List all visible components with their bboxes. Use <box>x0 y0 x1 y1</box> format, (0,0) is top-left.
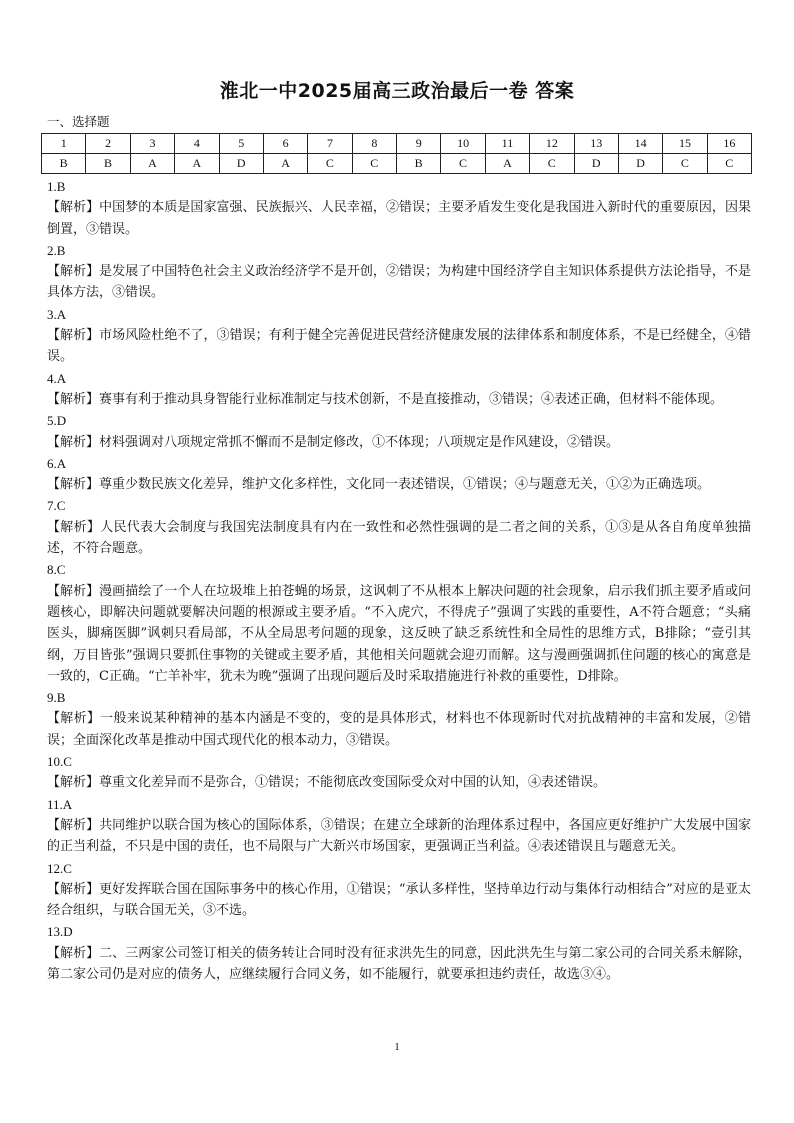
item-number-answer: 8.C <box>47 562 66 578</box>
question-number-cell: 9 <box>397 134 441 154</box>
answer-item <box>47 921 751 985</box>
answer-item <box>47 304 751 368</box>
item-number-answer: 11.A <box>47 796 73 812</box>
item-number-answer: 1.B <box>47 179 66 194</box>
answer-item <box>47 794 751 858</box>
answer-cell: C <box>707 154 751 174</box>
answer-item <box>47 559 751 687</box>
question-number-cell: 4 <box>175 134 219 154</box>
item-number-answer: 4.A <box>47 370 67 386</box>
question-number-cell: 8 <box>352 134 396 154</box>
item-explanation: 【解析】尊重少数民族文化差异，维护文化多样性，文化同一表述错误，①错误；④与题意无关，①②为正确选项。 <box>47 477 711 493</box>
item-explanation: 【解析】漫画描绘了一个人在垃圾堆上拍苍蝇的场景，这讽刺了不从根本上解决问题的社会现象，启示我们抓主要矛盾或问题核心，即解决问题就要解决问题的根源或主要矛盾。“不入虎穴，不得虎子”强调了实践的重要性，A不符合题意；“头痛医头，脚痛医脚”讽刺只看局部，不从全局思考问题的现象，这反映了缺乏系统性和全局性的思维方式，B排除；“壹引其纲，万目皆张”强调只要抓住事物的关键或主要矛盾，其他相关问题就会迎刃而解。这与漫画强调抓住问题的核心的寓意是一致的，C正确。“亡羊补牢，犹未为晚”强调了出现问题后及时采取措施进行补救的重要性，D排除。 <box>47 583 751 684</box>
question-number-cell: 16 <box>707 134 751 154</box>
question-number-cell: 12 <box>530 134 574 154</box>
question-number-cell: 13 <box>574 134 618 154</box>
question-number-cell: 1 <box>42 134 86 154</box>
question-number-cell: 15 <box>663 134 707 154</box>
item-explanation: 【解析】材料强调对八项规定常抓不懈而不是制定修改，①不体现；八项规定是作风建设，②错误。 <box>47 434 620 450</box>
item-explanation: 【解析】赛事有利于推动具身智能行业标准制定与技术创新，不是直接推动，③错误；④表述正确，但材料不能体现。 <box>47 391 724 407</box>
answer-table <box>41 133 752 174</box>
item-number-answer: 10.C <box>47 754 72 770</box>
answer-cell: A <box>263 154 307 174</box>
answer-item <box>47 751 751 794</box>
answer-cell: D <box>574 154 618 174</box>
item-explanation: 【解析】更好发挥联合国在国际事务中的核心作用，①错误；“承认多样性，坚持单边行动与集体行动相结合”对应的是亚太经合组织，与联合国无关，③不选。 <box>47 881 751 919</box>
answer-item <box>47 410 751 453</box>
answer-cell: A <box>485 154 529 174</box>
question-number-cell: 10 <box>441 134 485 154</box>
answer-row <box>42 154 752 174</box>
answer-cell: B <box>397 154 441 174</box>
item-number-answer: 6.A <box>47 455 67 471</box>
item-explanation: 【解析】一般来说某种精神的基本内涵是不变的，变的是具体形式，材料也不体现新时代对抗战精神的丰富和发展，②错误；全面深化改革是推动中国式现代化的根本动力，③错误。 <box>47 711 751 748</box>
answer-cell: C <box>352 154 396 174</box>
answer-item <box>47 687 751 751</box>
item-number-answer: 3.A <box>47 306 67 322</box>
answer-cell: B <box>42 154 86 174</box>
question-number-cell: 5 <box>219 134 263 154</box>
item-explanation: 【解析】二、三两家公司签订相关的债务转让合同时没有征求洪先生的同意，因此洪先生与第二家公司的合同关系未解除，第二家公司仍是对应的债务人，应继续履行合同义务，如不能履行，就要承担违约责任，故选③④。 <box>47 945 751 982</box>
question-number-cell: 6 <box>263 134 307 154</box>
answer-item <box>47 240 751 304</box>
explanations <box>47 176 751 985</box>
page-title: 淮北一中2025届高三政治最后一卷 答案 <box>219 80 575 102</box>
question-number-cell: 3 <box>130 134 174 154</box>
question-number-cell: 11 <box>485 134 529 154</box>
item-explanation: 【解析】中国梦的本质是国家富强、民族振兴、人民幸福，②错误；主要矛盾发生变化是我国进入新时代的重要原因，因果倒置，③错误。 <box>47 200 751 237</box>
answer-cell: C <box>530 154 574 174</box>
answer-cell: C <box>663 154 707 174</box>
item-explanation: 【解析】共同维护以联合国为核心的国际体系，③错误；在建立全球新的治理体系过程中，各国应更好维护广大发展中国家的正当利益，不只是中国的责任，也不局限与广大新兴市场国家，更强调正当利益。④表述错误且与题意无关。 <box>47 817 751 855</box>
item-explanation: 【解析】人民代表大会制度与我国宪法制度具有内在一致性和必然性强调的是二者之间的关系，①③是从各自角度单独描述，不符合题意。 <box>47 519 751 557</box>
question-number-cell: 2 <box>86 134 130 154</box>
answer-cell: D <box>219 154 263 174</box>
item-explanation: 【解析】尊重文化差异而不是弥合，①错误；不能彻底改变国际受众对中国的认知，④表述错误。 <box>47 775 607 791</box>
answer-item <box>47 495 751 559</box>
answer-cell: A <box>175 154 219 174</box>
answer-item <box>47 176 751 240</box>
answer-cell: C <box>308 154 352 174</box>
answer-cell: C <box>441 154 485 174</box>
item-number-answer: 13.D <box>47 924 73 940</box>
answer-cell: B <box>86 154 130 174</box>
section-heading: 一、选择题 <box>47 114 110 129</box>
question-number-cell: 14 <box>618 134 662 154</box>
item-explanation: 【解析】市场风险杜绝不了，③错误；有利于健全完善促进民营经济健康发展的法律体系和制度体系，不是已经健全，④错误。 <box>47 328 751 365</box>
item-number-answer: 7.C <box>47 498 66 514</box>
page-number: 1 <box>394 1041 400 1053</box>
item-number-answer: 12.C <box>47 860 72 876</box>
answer-item <box>47 858 751 922</box>
item-number-answer: 5.D <box>47 413 67 429</box>
item-number-answer: 2.B <box>47 242 66 258</box>
answer-item <box>47 368 751 411</box>
answer-cell: D <box>618 154 662 174</box>
answer-item <box>47 453 751 496</box>
answer-cell: A <box>130 154 174 174</box>
item-explanation: 【解析】是发展了中国特色社会主义政治经济学不是开创，②错误；为构建中国经济学自主知识体系提供方法论指导，不是具体方法，③错误。 <box>47 264 751 301</box>
question-number-row <box>42 134 752 154</box>
question-number-cell: 7 <box>308 134 352 154</box>
item-number-answer: 9.B <box>47 690 66 706</box>
